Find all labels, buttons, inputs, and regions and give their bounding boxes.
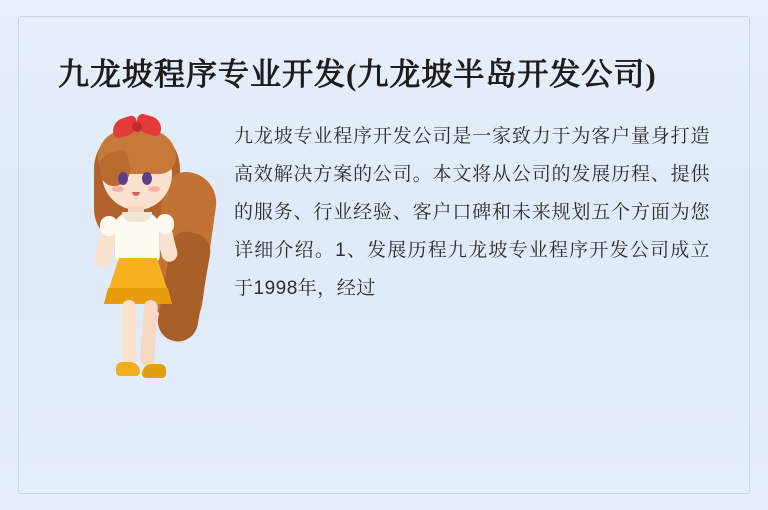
hair-bow-center-icon: [132, 122, 142, 132]
chibi-girl-illustration: [68, 112, 218, 412]
article-container: [14, 14, 754, 496]
eye-right-shape: [142, 172, 152, 185]
article-body-area: [58, 112, 710, 412]
shoe-left-shape: [116, 362, 140, 376]
sleeve-right-shape: [156, 214, 174, 234]
page-title: 九龙坡程序专业开发(九龙坡半岛开发公司): [58, 57, 657, 92]
leg-left-shape: [122, 300, 136, 366]
article-body-text: 九龙坡专业程序开发公司是一家致力于为客户量身打造高效解决方案的公司。本文将从公司的发展历程、提供的服务、行业经验、客户口碑和未来规划五个方面为您详细介绍。1、发展历程九龙坡专业程序开发公司成立于1998年，经过: [234, 125, 710, 299]
sleeve-left-shape: [100, 216, 118, 236]
eye-left-shape: [118, 172, 128, 185]
blush-left-shape: [112, 186, 124, 192]
shoe-right-shape: [142, 364, 166, 378]
collar-shape: [122, 212, 152, 222]
leg-right-shape: [140, 299, 159, 366]
skirt-shadow-shape: [104, 288, 172, 304]
blush-right-shape: [148, 186, 160, 192]
